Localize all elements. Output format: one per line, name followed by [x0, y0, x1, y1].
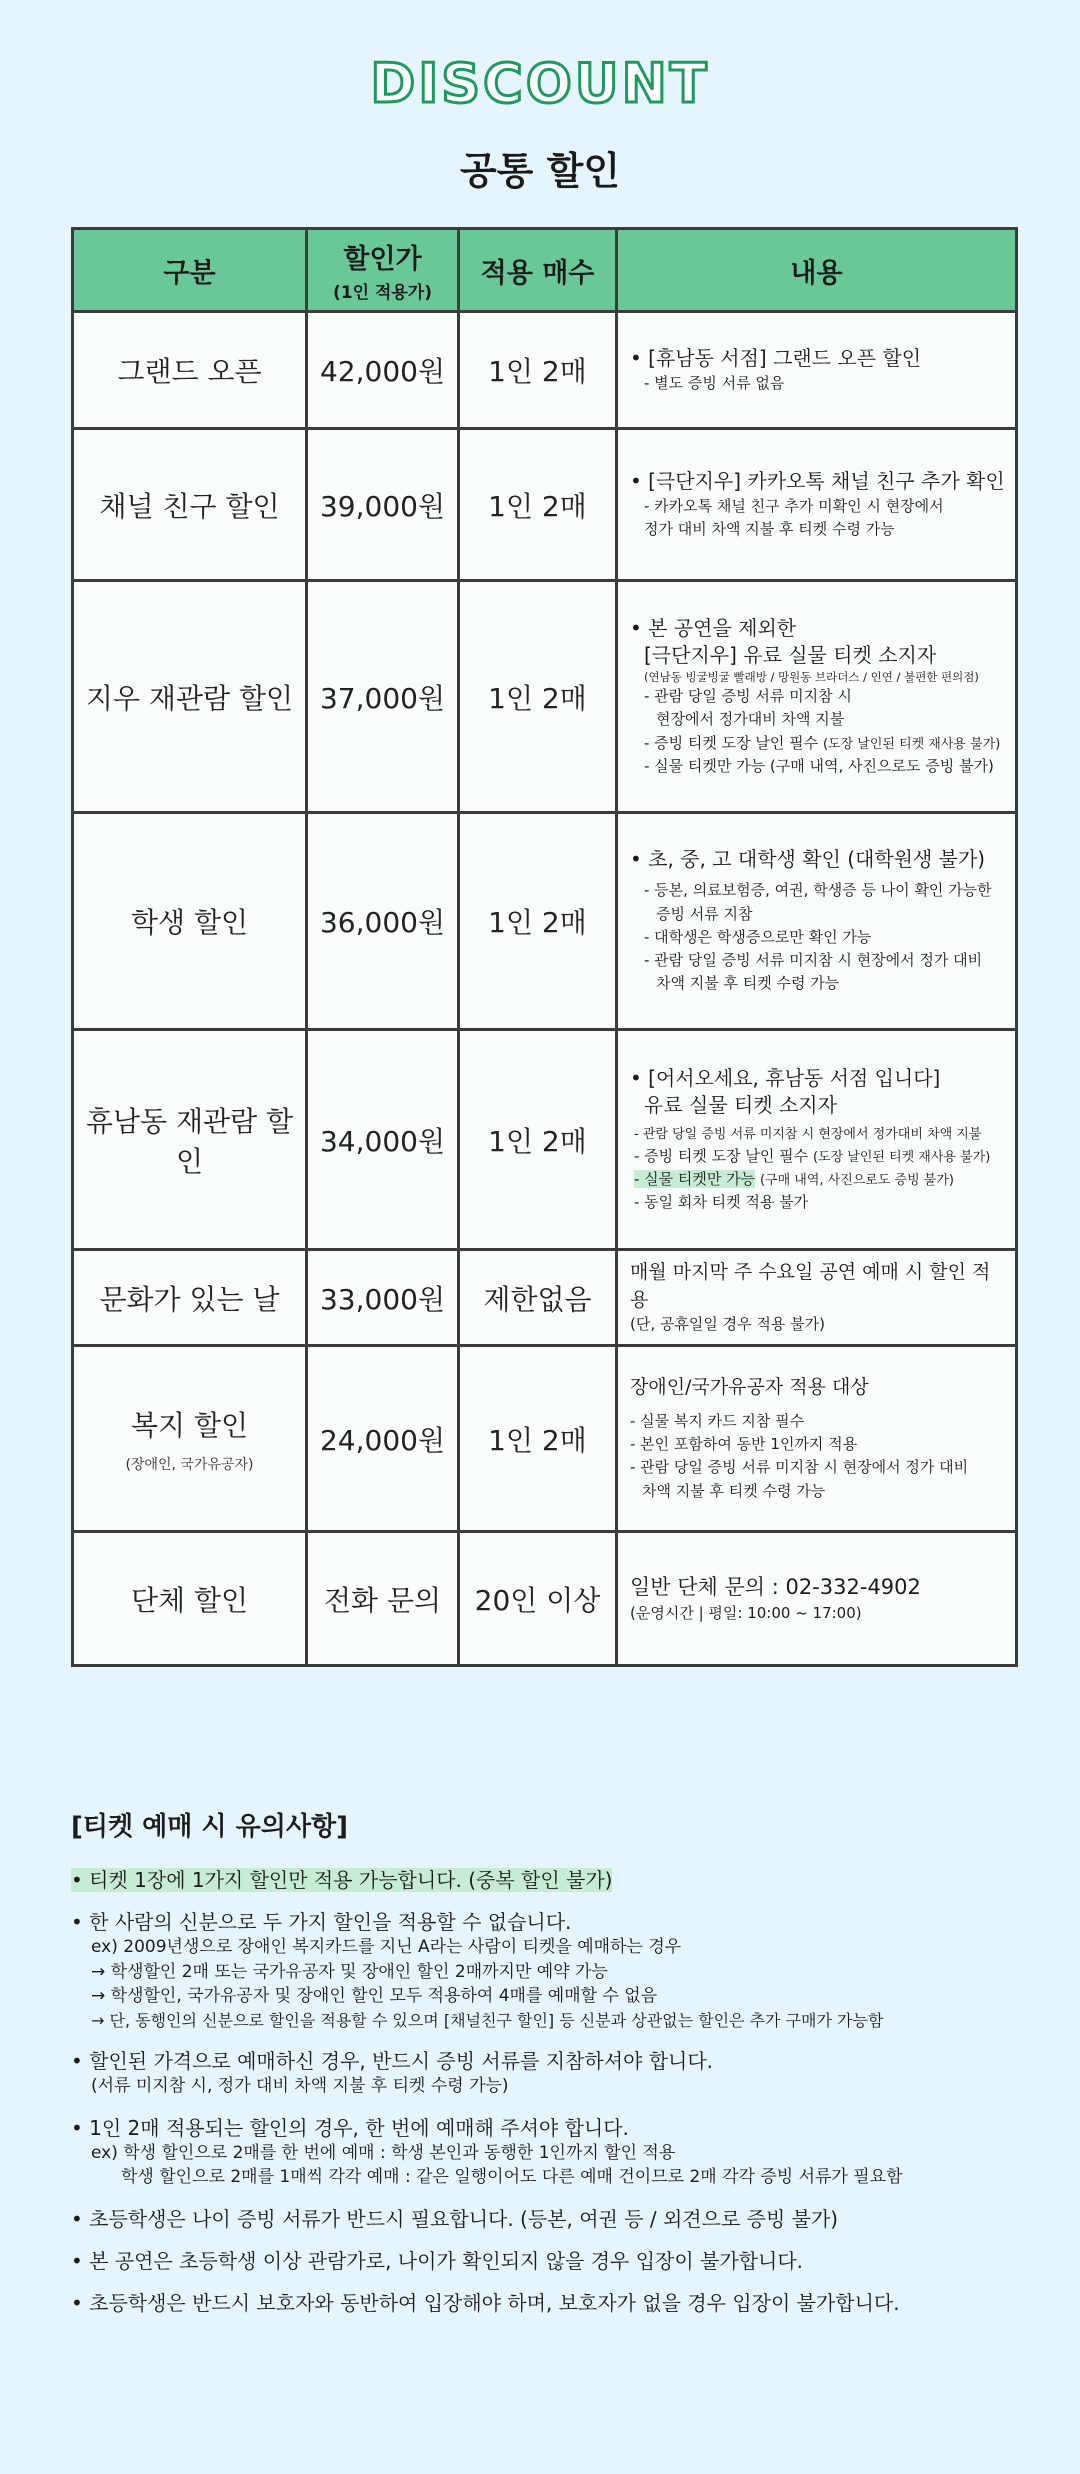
row-price: 전화 문의	[307, 1532, 459, 1666]
note-highlight: • 티켓 1장에 1가지 할인만 적용 가능합니다. (중복 할인 불가)	[71, 1868, 613, 1892]
note-text: • 본 공연은 초등학생 이상 관람가로, 나이가 확인되지 않을 경우 입장이 불가합니다.	[71, 2249, 804, 2274]
table-row	[73, 1030, 1017, 1250]
row-content-line: [극단지우] 유료 실물 티켓 소지자	[644, 642, 937, 667]
row-content-line: - 실물 티켓만 가능 (구매 내역, 사진으로도 증빙 불가)	[644, 756, 994, 775]
row-qty: 20인 이상	[459, 1532, 617, 1666]
row-content-line: - 관람 당일 증빙 서류 미지참 시 현장에서 정가 대비	[644, 951, 983, 970]
notes-section	[71, 1806, 1031, 2332]
row-price: 42,000원	[307, 312, 459, 429]
row-qty: 제한없음	[459, 1250, 617, 1346]
row-content-line	[630, 1168, 1005, 1191]
row-content-line: (단, 공휴일일 경우 적용 불가)	[630, 1315, 825, 1334]
row-content-line: 매월 마지막 주 수요일 공연 예매 시 할인 적용	[630, 1261, 991, 1311]
note-text: • 할인된 가격으로 예매하신 경우, 반드시 증빙 서류를 지참하셔야 합니다.	[71, 2049, 714, 2074]
note-subline: ex) 2009년생으로 장애인 복지카드를 지닌 A라는 사람이 티켓을 예매하는 경우	[91, 1937, 682, 1957]
row-content-line: 현장에서 정가대비 차액 지불	[656, 710, 845, 729]
header-category: 구분	[73, 229, 307, 312]
row-content-line: - 대학생은 학생증으로만 확인 가능	[644, 927, 872, 946]
note-subline: (서류 미지참 시, 정가 대비 차액 지불 후 티켓 수령 가능)	[91, 2076, 509, 2097]
row-content-highlight: - 실물 티켓만 가능	[634, 1169, 756, 1188]
row-category: 학생 할인	[73, 813, 307, 1030]
row-qty: 1인 2매	[459, 813, 617, 1030]
row-content-line: - 증빙 티켓 도장 날인 필수	[644, 733, 819, 752]
row-content-line: - 등본, 의료보험증, 여권, 학생증 등 나이 확인 가능한	[644, 881, 992, 900]
header-content: 내용	[617, 229, 1017, 312]
row-content-line: - 동일 회차 티켓 적용 불가	[634, 1193, 809, 1212]
row-price: 24,000원	[307, 1346, 459, 1532]
table-row	[73, 1250, 1017, 1346]
row-content-note: (구매 내역, 사진으로도 증빙 불가)	[759, 1172, 954, 1188]
header-qty: 적용 매수	[459, 229, 617, 312]
row-content	[617, 1346, 1017, 1532]
row-qty: 1인 2매	[459, 581, 617, 813]
row-content-line: - 카카오톡 채널 친구 추가 미확인 시 현장에서	[644, 496, 944, 515]
row-qty: 1인 2매	[459, 429, 617, 581]
row-content-line: (운영시간 | 평일: 10:00 ~ 17:00)	[630, 1603, 862, 1622]
row-category: 채널 친구 할인	[73, 429, 307, 581]
row-content-line: - 증빙 티켓 도장 날인 필수	[634, 1146, 809, 1165]
row-price: 37,000원	[307, 581, 459, 813]
row-content	[617, 581, 1017, 813]
row-category: 휴남동 재관람 할인	[73, 1030, 307, 1250]
row-content-line	[630, 1145, 1005, 1168]
row-content-line: • [휴남동 서점] 그랜드 오픈 할인	[630, 345, 922, 370]
table-header-row	[73, 229, 1017, 312]
row-content	[617, 312, 1017, 429]
table-row	[73, 581, 1017, 813]
note-item	[71, 1867, 1031, 1893]
row-price: 39,000원	[307, 429, 459, 581]
note-subline: → 학생할인 2매 또는 국가유공자 및 장애인 할인 2매까지만 예약 가능	[91, 1961, 608, 1982]
note-item	[71, 2048, 1031, 2099]
row-content	[617, 1532, 1017, 1666]
row-content-line: - 본인 포함하여 동반 1인까지 적용	[630, 1435, 858, 1454]
note-item	[71, 2115, 1031, 2190]
row-content	[617, 429, 1017, 581]
row-content	[617, 813, 1017, 1030]
note-subline: 학생 할인으로 2매를 1매씩 각각 예매 : 같은 일행이어도 다른 예매 건이므로 2매 각각 증빙 서류가 필요함	[121, 2167, 903, 2188]
row-content-line: (연남동 빙굴빙굴 빨래방 / 망원동 브라더스 / 인연 / 불편한 편의점)	[644, 669, 979, 684]
table-row	[73, 1346, 1017, 1532]
row-qty: 1인 2매	[459, 312, 617, 429]
row-content-line: 유료 실물 티켓 소지자	[644, 1092, 837, 1117]
row-price: 34,000원	[307, 1030, 459, 1250]
row-category-label: 복지 할인	[130, 1408, 249, 1442]
table-row	[73, 312, 1017, 429]
row-content-line: - 별도 증빙 서류 없음	[644, 373, 785, 392]
row-category-sub: (장애인, 국가유공자)	[125, 1456, 254, 1473]
header-price-label: 할인가	[343, 244, 422, 275]
row-content-line: 정가 대비 차액 지불 후 티켓 수령 가능	[644, 520, 895, 538]
row-content	[617, 1030, 1017, 1250]
header-price	[307, 229, 459, 312]
note-item	[71, 1909, 1031, 2032]
row-content-line: - 실물 복지 카드 지참 필수	[630, 1411, 805, 1430]
note-item	[71, 2206, 1031, 2232]
row-content	[617, 1250, 1017, 1346]
row-content-line: • 초, 중, 고 대학생 확인 (대학원생 불가)	[630, 847, 986, 872]
note-text: • 한 사람의 신분으로 두 가지 할인을 적용할 수 없습니다.	[71, 1910, 572, 1934]
row-qty: 1인 2매	[459, 1346, 617, 1532]
note-subline: → 학생할인, 국가유공자 및 장애인 할인 모두 적용하여 4매를 예매할 수 없음	[91, 1986, 658, 2007]
note-subline: → 단, 동행인의 신분으로 할인을 적용할 수 있으며 [채널친구 할인] 등 신분과 상관없는 할인은 추가 구매가 가능함	[91, 2010, 884, 2030]
discount-table	[71, 227, 1018, 1667]
page-title: 공통 할인	[459, 149, 621, 193]
row-content-line: 차액 지불 후 티켓 수령 가능	[656, 974, 840, 993]
row-content-line: • [어서오세요, 휴남동 서점 입니다]	[630, 1065, 941, 1090]
note-text: • 1인 2매 적용되는 할인의 경우, 한 번에 예매해 주셔야 합니다.	[71, 2115, 629, 2140]
row-category: 문화가 있는 날	[73, 1250, 307, 1346]
note-subline: ex) 학생 할인으로 2매를 한 번에 예매 : 학생 본인과 동행한 1인까지 할인 적용	[91, 2142, 676, 2163]
row-qty: 1인 2매	[459, 1030, 617, 1250]
row-content-line: 장애인/국가유공자 적용 대상	[630, 1376, 869, 1399]
note-item	[71, 2290, 1031, 2316]
row-content-line: 증빙 서류 지참	[656, 904, 753, 923]
note-text: • 초등학생은 반드시 보호자와 동반하여 입장해야 하며, 보호자가 없을 경우 입장이 불가합니다.	[71, 2291, 900, 2316]
note-item	[71, 2248, 1031, 2274]
row-content-line: • 본 공연을 제외한	[630, 615, 797, 640]
row-content-note: (도장 날인된 티켓 재사용 불가)	[812, 1149, 991, 1165]
row-content-line: • [극단지우] 카카오톡 채널 친구 추가 확인	[630, 468, 1005, 493]
row-category	[73, 1346, 307, 1532]
row-category: 지우 재관람 할인	[73, 581, 307, 813]
header-price-sub: (1인 적용가)	[333, 283, 432, 303]
row-content-line: - 관람 당일 증빙 서류 미지참 시	[644, 687, 852, 706]
row-content-line: 차액 지불 후 티켓 수령 가능	[642, 1481, 826, 1500]
row-content-line: 일반 단체 문의 : 02-332-4902	[630, 1575, 921, 1600]
row-content-line	[630, 732, 1005, 755]
table-row	[73, 1532, 1017, 1666]
row-content-line: - 관람 당일 증빙 서류 미지참 시 현장에서 정가 대비	[630, 1458, 969, 1477]
row-category: 단체 할인	[73, 1532, 307, 1666]
note-text: • 초등학생은 나이 증빙 서류가 반드시 필요합니다. (등본, 여권 등 / 외견으로 증빙 불가)	[71, 2207, 839, 2232]
row-content-note: (도장 날인된 티켓 재사용 불가)	[822, 736, 1001, 752]
row-price: 33,000원	[307, 1250, 459, 1346]
row-price: 36,000원	[307, 813, 459, 1030]
discount-wordmark: DISCOUNT	[370, 52, 710, 115]
table-row	[73, 813, 1017, 1030]
table-row	[73, 429, 1017, 581]
row-category: 그랜드 오픈	[73, 312, 307, 429]
row-content-line: - 관람 당일 증빙 서류 미지참 시 현장에서 정가대비 차액 지불	[634, 1126, 982, 1142]
notes-title: [티켓 예매 시 유의사항]	[71, 1812, 348, 1842]
